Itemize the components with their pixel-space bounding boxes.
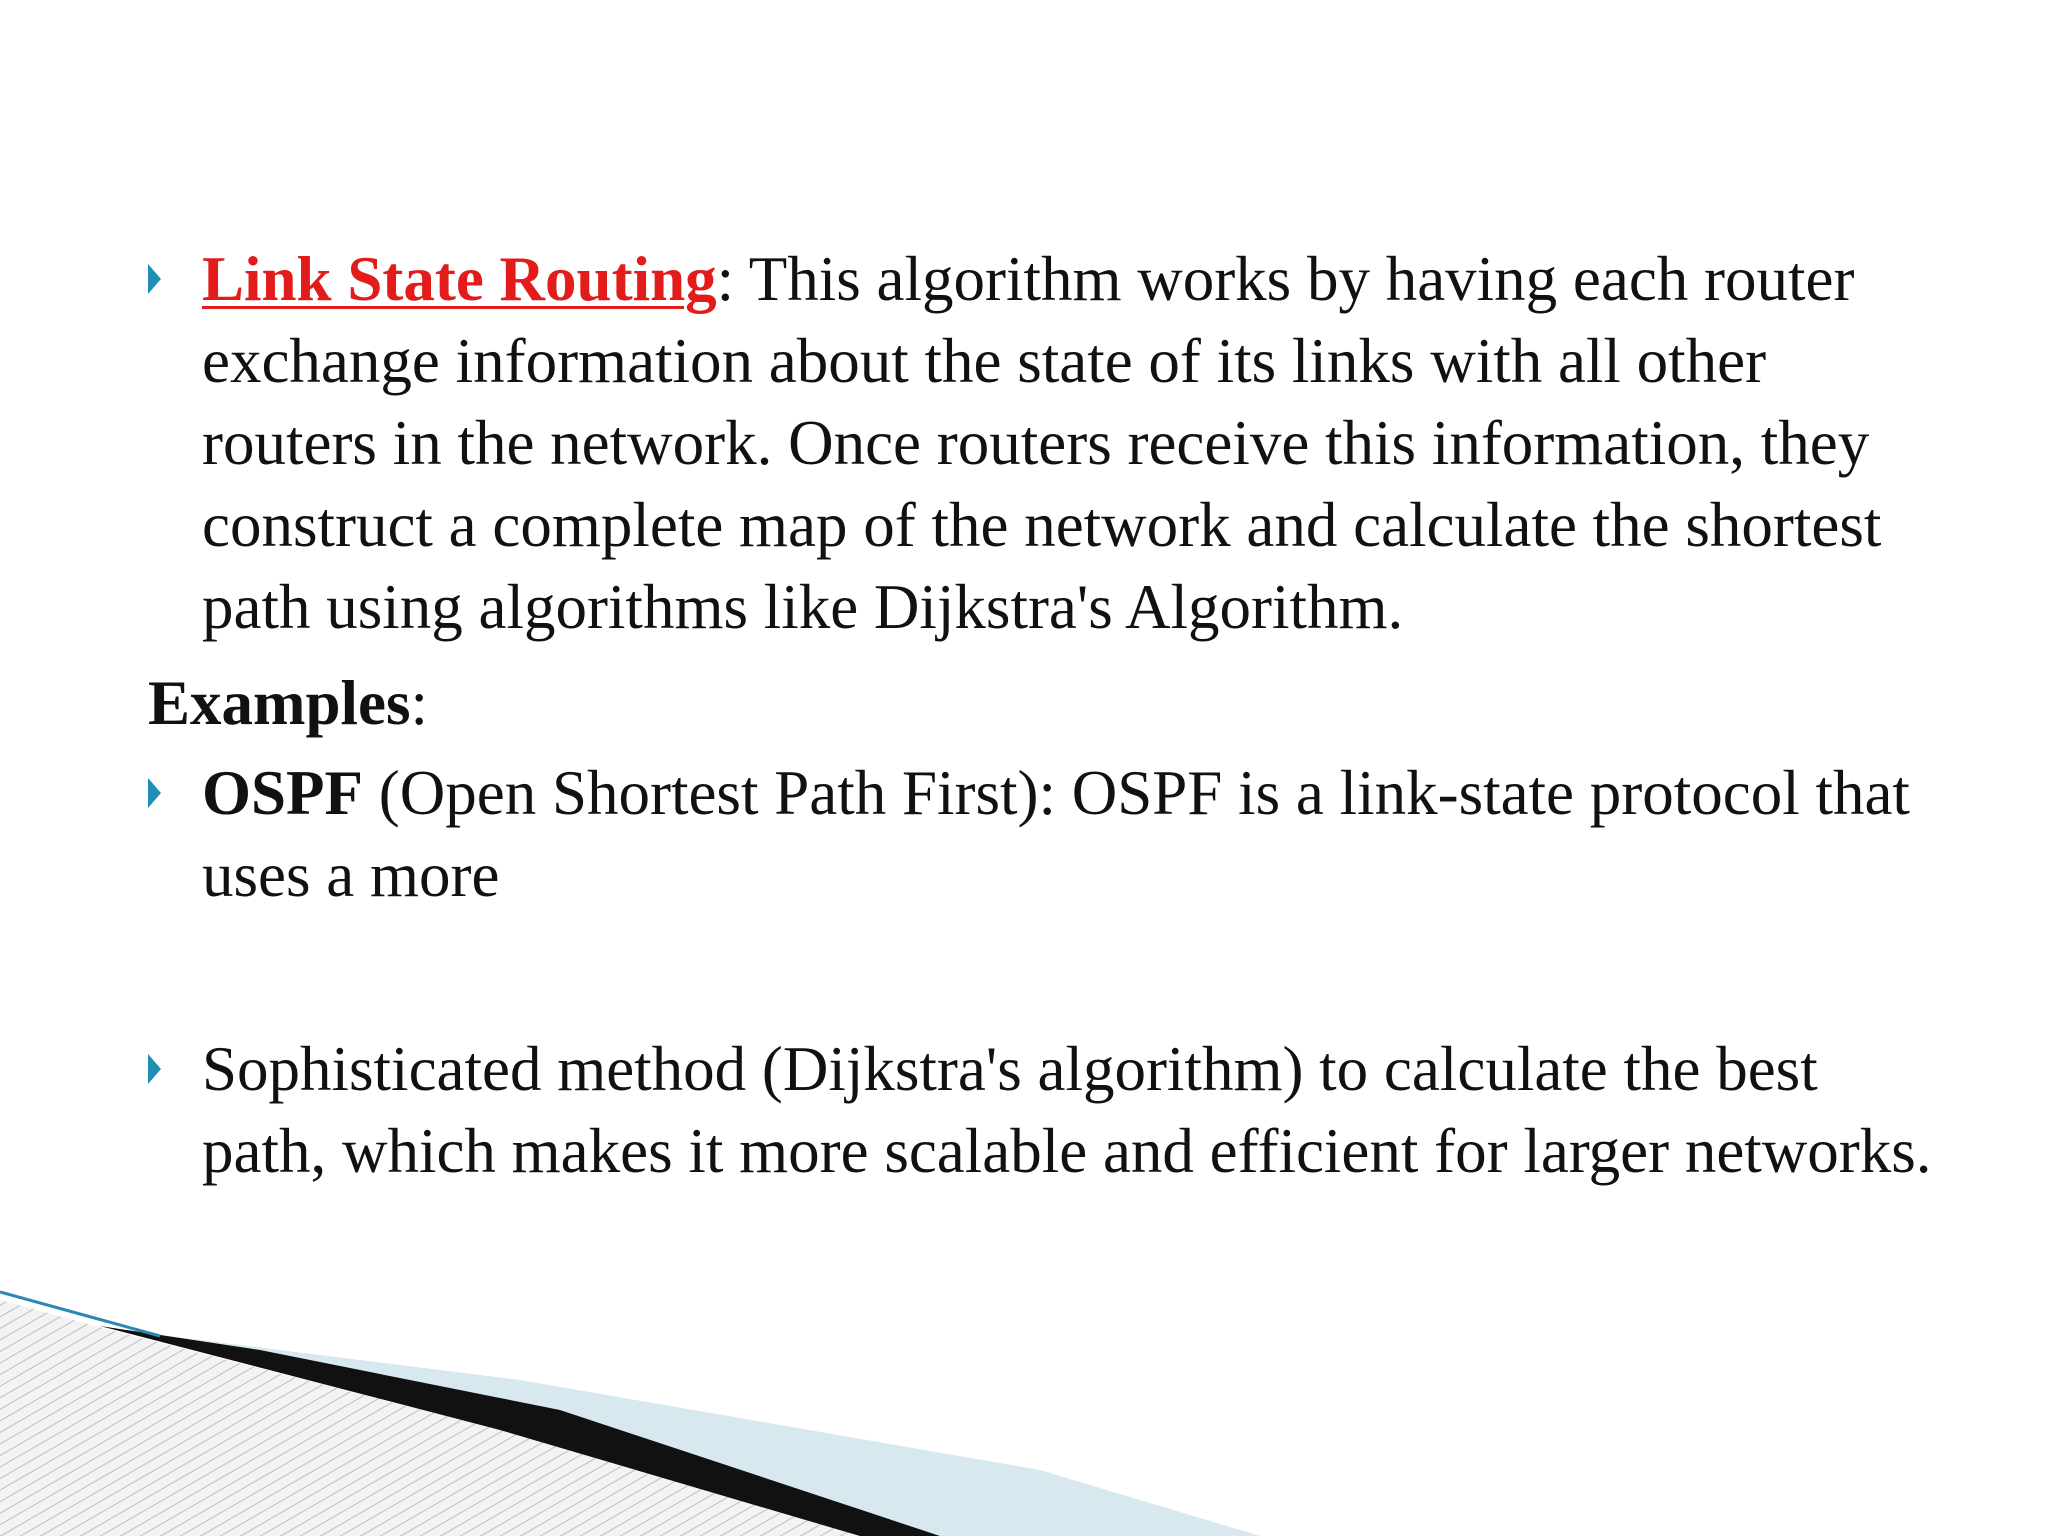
examples-label: Examples xyxy=(148,668,411,738)
slide-content xyxy=(148,238,1948,1192)
bullet-link-state-routing xyxy=(148,238,1948,648)
ospf-description: (Open Shortest Path First): OSPF is a link-state protocol that uses a more xyxy=(202,758,1910,910)
examples-colon: : xyxy=(410,668,429,738)
sophisticated-method-description: Sophisticated method (Dijkstra's algorithm) to calculate the best path, which makes it more scalable and efficient for larger networks. xyxy=(202,1034,1932,1186)
triangle-bullet-icon xyxy=(148,778,161,808)
triangle-bullet-icon xyxy=(148,1054,161,1084)
spacer xyxy=(148,916,1948,1028)
link-state-routing-term: Link State Routing xyxy=(202,244,717,314)
bullet-sophisticated-method xyxy=(148,1028,1948,1192)
link-state-description: : This algorithm works by having each router exchange information about the state of its links with all other routers in the network. Once routers receive this information, they construct a complete map of the network and calculate the shortest path using algorithms like Dijkstra's Algorithm. xyxy=(202,244,1882,642)
bullet-ospf xyxy=(148,752,1948,916)
examples-heading xyxy=(148,662,1948,744)
ospf-term: OSPF xyxy=(202,758,364,828)
triangle-bullet-icon xyxy=(148,264,161,294)
